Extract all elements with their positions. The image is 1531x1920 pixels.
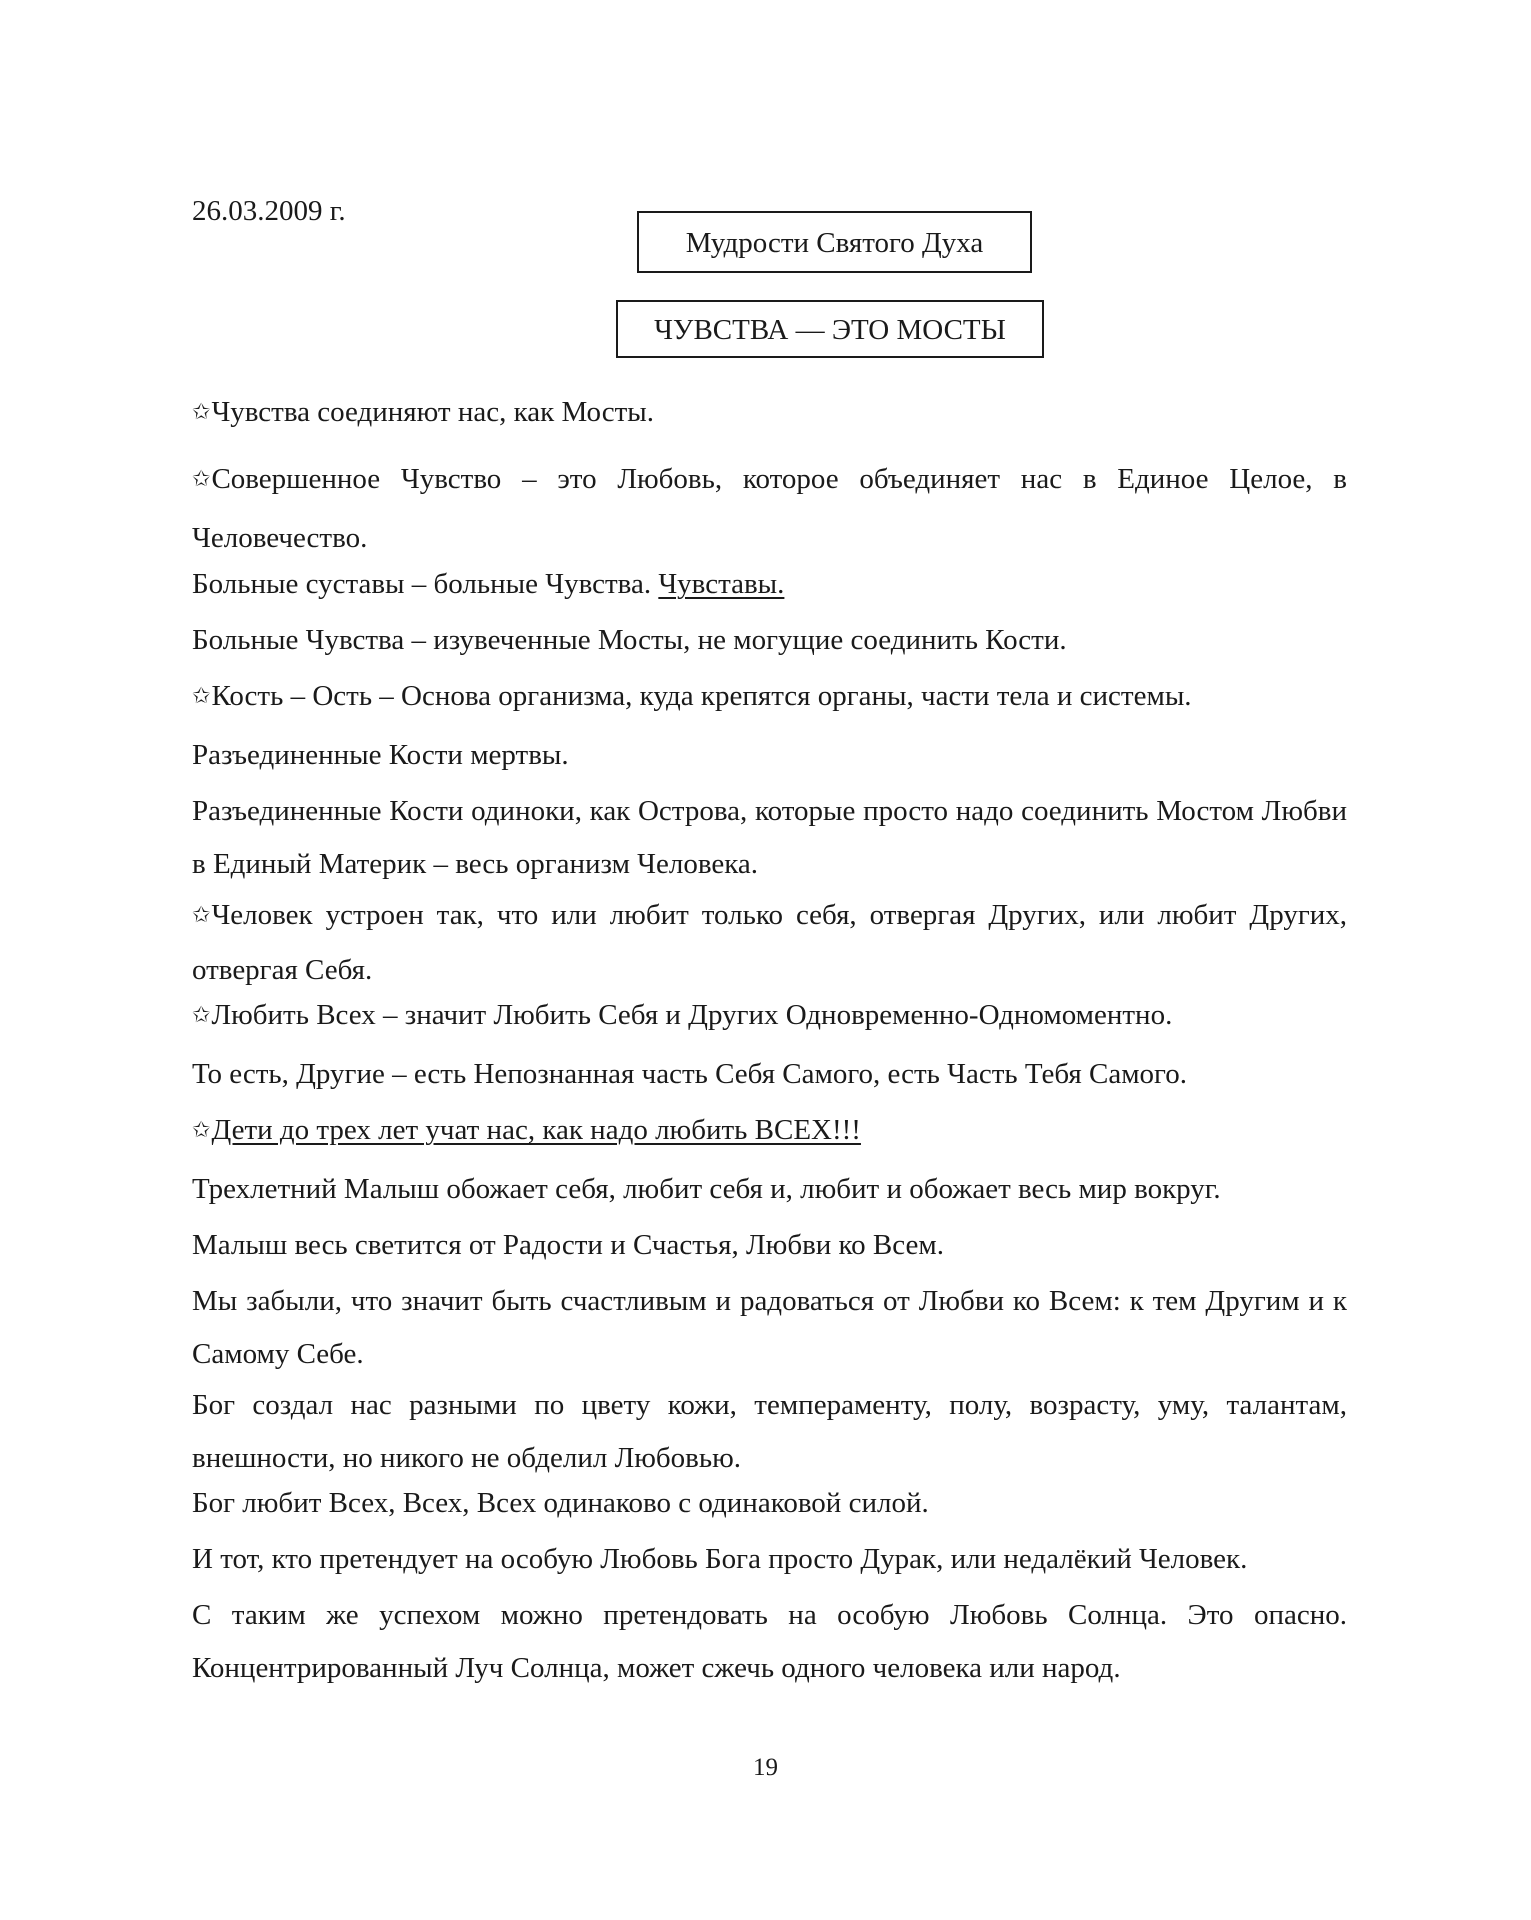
paragraph [192,1110,1347,1153]
star-icon: ✩ [192,1003,211,1028]
paragraph-text: Человек устроен так, что или любит только себя, отвергая Других, или любит Других, отвергая Себя. [192,899,1347,986]
paragraph [192,1275,1347,1381]
paragraph [192,620,1347,660]
paragraph-text: Больные суставы – больные Чувства. [192,568,659,600]
paragraph [192,785,1347,891]
underlined-text: Чувставы. [658,568,785,600]
star-icon: ✩ [192,1118,211,1143]
paragraph-text: Разъединенные Кости одиноки, как Острова, которые просто надо соединить Мостом Любви в Единый Материк – весь организм Человека. [192,795,1347,880]
paragraph-text: Кость – Ость – Основа организма, куда крепятся органы, части тела и системы. [211,680,1192,712]
star-icon: ✩ [192,684,211,709]
paragraph-text: Мы забыли, что значит быть счастливым и радоваться от Любви ко Всем: к тем Другим и к Самому Себе. [192,1285,1347,1370]
star-icon: ✩ [192,467,211,492]
paragraph [192,451,1347,566]
paragraph [192,1589,1347,1695]
paragraph-text: Разъединенные Кости мертвы. [192,739,569,771]
series-title: Мудрости Святого Духа [685,227,984,259]
paragraph [192,676,1347,719]
paragraph-text: Малыш весь светится от Радости и Счастья, Любви ко Всем. [192,1229,944,1261]
document-date: 26.03.2009 г. [192,195,346,227]
paragraph [192,1225,1347,1265]
paragraph [192,995,1347,1038]
paragraph-text: Больные Чувства – изувеченные Мосты, не могущие соединить Кости. [192,624,1067,656]
star-icon: ✩ [192,400,211,425]
paragraph [192,1539,1347,1579]
paragraph-text: И тот, кто претендует на особую Любовь Бога просто Дурак, или недалёкий Человек. [192,1543,1248,1575]
paragraph-text: Бог любит Всех, Всех, Всех одинаково с одинаковой силой. [192,1487,929,1519]
paragraph [192,889,1347,997]
paragraph [192,392,1347,435]
star-icon: ✩ [192,903,211,928]
paragraph [192,564,1347,604]
paragraph-text: Чувства соединяют нас, как Мосты. [211,396,655,428]
page-number: 19 [753,1754,778,1781]
document-body [192,392,1347,1695]
paragraph-text: То есть, Другие – есть Непознанная часть Себя Самого, есть Часть Тебя Самого. [192,1058,1187,1090]
chapter-title-box [616,300,1044,358]
paragraph-text: Трехлетний Малыш обожает себя, любит себя и, любит и обожает весь мир вокруг. [192,1173,1221,1205]
paragraph [192,1169,1347,1209]
paragraph-text: Совершенное Чувство – это Любовь, которое объединяет нас в Единое Целое, в Человечество. [192,463,1347,554]
paragraph-text: Любить Всех – значит Любить Себя и Других Одновременно-Одномоментно. [211,999,1173,1031]
paragraph-text: Бог создал нас разными по цвету кожи, темпераменту, полу, возрасту, уму, талантам, внешности, но никого не обделил Любовью. [192,1389,1347,1474]
paragraph [192,1379,1347,1485]
paragraph [192,735,1347,775]
underlined-text: Дети до трех лет учат нас, как надо любить ВСЕХ!!! [211,1114,861,1146]
chapter-title: ЧУВСТВА — ЭТО МОСТЫ [654,314,1006,346]
paragraph [192,1483,1347,1523]
series-title-box [637,211,1032,273]
paragraph-text: С таким же успехом можно претендовать на особую Любовь Солнца. Это опасно. Концентрированный Луч Солнца, может сжечь одного человека или народ. [192,1599,1347,1684]
paragraph [192,1054,1347,1094]
